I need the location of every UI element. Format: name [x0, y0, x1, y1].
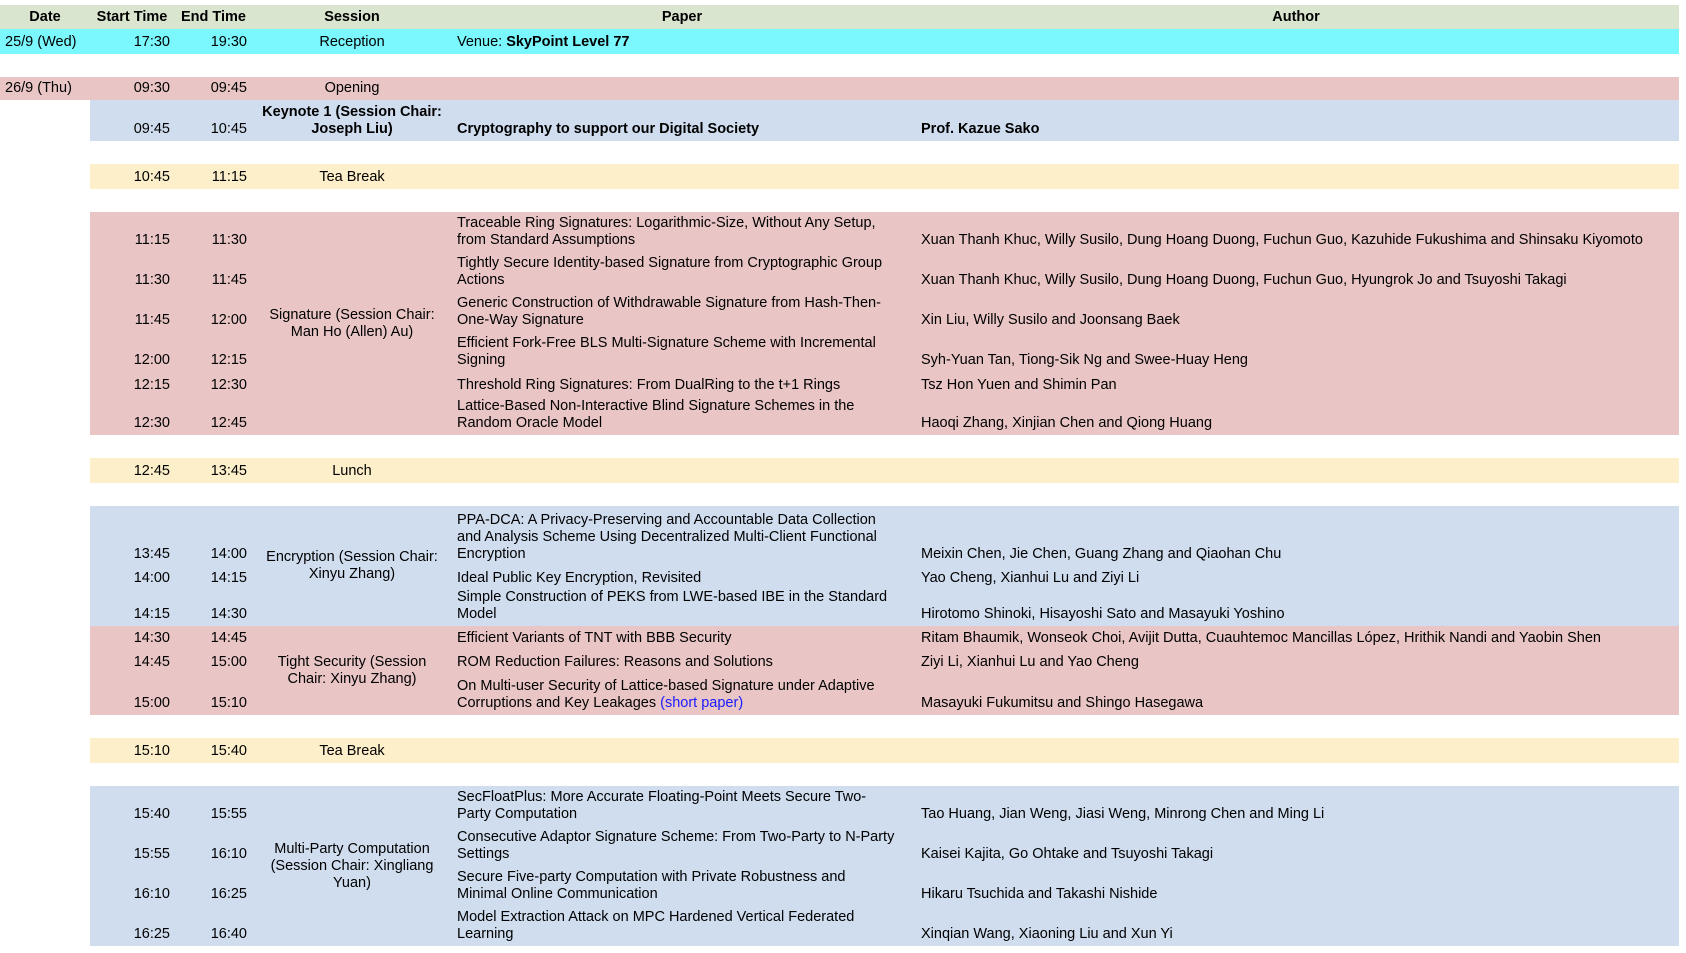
col-header-author: Author: [1272, 8, 1320, 25]
lunch-content: [0, 458, 1679, 483]
author-cell: Tsz Hon Yuen and Shimin Pan: [921, 377, 1117, 393]
session-cell: Tea Break: [319, 743, 385, 759]
col-header-end-time: End Time: [181, 8, 246, 25]
author-cell: Xuan Thanh Khuc, Willy Susilo, Dung Hoang Duong, Fuchun Guo, Kazuhide Fukushima and Shinsaku Kiyomoto: [921, 232, 1643, 248]
venue-label: Venue:: [457, 34, 507, 50]
paper-cell: PPA-DCA: A Privacy-Preserving and Accountable Data Collection and Analysis Scheme Using Decentralized Multi-Client Functional Encryption: [457, 512, 877, 562]
header-row: [0, 5, 1679, 29]
end-time-cell: 19:30: [210, 34, 247, 50]
talk-row: [0, 212, 1679, 252]
start-time-cell: 14:15: [133, 606, 170, 622]
author-cell: Xin Liu, Willy Susilo and Joonsang Baek: [921, 312, 1180, 328]
talk-row: [0, 372, 1679, 397]
author-cell: Yao Cheng, Xianhui Lu and Ziyi Li: [921, 570, 1140, 586]
talk-row: [0, 826, 1679, 866]
end-time-cell: 15:55: [210, 806, 247, 822]
author-cell: Hikaru Tsuchida and Takashi Nishide: [921, 886, 1158, 902]
short-paper-link[interactable]: (short paper): [660, 695, 744, 711]
tea-break-content: [0, 164, 1679, 189]
end-time-cell: 13:45: [210, 463, 247, 479]
keynote-content: [0, 100, 1679, 141]
end-time-cell: 10:45: [210, 121, 247, 137]
author-cell: Xinqian Wang, Xiaoning Liu and Xun Yi: [921, 926, 1173, 942]
start-time-cell: 09:30: [133, 80, 170, 96]
session-cell: Opening: [324, 80, 380, 96]
talk-row: [0, 252, 1679, 292]
paper-cell: Efficient Variants of TNT with BBB Security: [457, 630, 732, 646]
end-time-cell: 16:40: [210, 926, 247, 942]
start-time-cell: 09:45: [133, 121, 170, 137]
date-cell: 25/9 (Wed): [5, 34, 77, 50]
paper-title: On Multi-user Security of Lattice-based Signature under Adaptive Corruptions and Key Leakages: [457, 678, 875, 711]
start-time-cell: 17:30: [133, 34, 170, 50]
start-time-cell: 16:25: [133, 926, 170, 942]
author-cell: Xuan Thanh Khuc, Willy Susilo, Dung Hoang Duong, Fuchun Guo, Hyungrok Jo and Tsuyoshi Takagi: [921, 272, 1567, 288]
reception-row: [0, 29, 1679, 54]
start-time-cell: 15:00: [133, 695, 170, 711]
author-cell: Masayuki Fukumitsu and Shingo Hasegawa: [921, 695, 1204, 711]
start-time-cell: 11:30: [134, 272, 170, 288]
paper-cell: Simple Construction of PEKS from LWE-based IBE in the Standard Model: [457, 589, 888, 622]
talk-row: [0, 866, 1679, 906]
paper-cell: Efficient Fork-Free BLS Multi-Signature Scheme with Incremental Signing: [457, 335, 876, 368]
talk-row: [0, 566, 1679, 590]
talk-row: [0, 332, 1679, 372]
talk-row: [0, 506, 1679, 566]
talk-row: [0, 590, 1679, 626]
col-header-session: Session: [324, 8, 380, 25]
end-time-cell: 16:25: [210, 886, 247, 902]
talk-row: [0, 674, 1679, 715]
session-cell: Signature (Session Chair: Man Ho (Allen) Au): [269, 306, 435, 340]
session-cell: Multi-Party Computation (Session Chair: Xingliang Yuan): [270, 840, 434, 891]
session-cell: Tight Security (Session Chair: Xinyu Zhang): [277, 653, 427, 687]
end-time-cell: 14:45: [210, 630, 247, 646]
end-time-cell: 11:45: [211, 272, 247, 288]
end-time-cell: 15:10: [210, 695, 247, 711]
end-time-cell: 12:00: [210, 312, 247, 328]
start-time-cell: 16:10: [133, 886, 170, 902]
author-cell: Tao Huang, Jian Weng, Jiasi Weng, Minrong Chen and Ming Li: [921, 806, 1325, 822]
paper-cell: Tightly Secure Identity-based Signature from Cryptographic Group Actions: [457, 255, 883, 288]
start-time-cell: 11:45: [134, 312, 170, 328]
paper-cell: Ideal Public Key Encryption, Revisited: [457, 570, 702, 586]
author-cell: Prof. Kazue Sako: [921, 121, 1040, 137]
paper-cell: Threshold Ring Signatures: From DualRing to the t+1 Rings: [457, 377, 841, 393]
venue-name: SkyPoint Level 77: [506, 34, 630, 50]
paper-cell: Cryptography to support our Digital Society: [457, 121, 760, 137]
session-cell: Encryption (Session Chair: Xinyu Zhang): [266, 549, 438, 582]
end-time-cell: 16:10: [210, 846, 247, 862]
venue-cell: [451, 29, 913, 54]
start-time-cell: 15:55: [133, 846, 170, 862]
start-time-cell: 14:30: [133, 630, 170, 646]
session-cell: Tea Break: [319, 169, 385, 185]
talk-row: [0, 650, 1679, 674]
end-time-cell: 15:40: [210, 743, 247, 759]
start-time-cell: 12:00: [133, 352, 170, 368]
col-header-date: Date: [29, 8, 61, 25]
author-cell: Hirotomo Shinoki, Hisayoshi Sato and Masayuki Yoshino: [921, 606, 1285, 622]
author-cell: Ritam Bhaumik, Wonseok Choi, Avijit Dutta, Cuauhtemoc Mancillas López, Hrithik Nandi and Yaobin Shen: [921, 630, 1601, 646]
end-time-cell: 15:00: [210, 654, 247, 670]
session-cell: Keynote 1 (Session Chair: Joseph Liu): [262, 103, 442, 137]
start-time-cell: 12:30: [133, 415, 170, 431]
session-cell: Lunch: [332, 463, 372, 479]
paper-cell: [451, 674, 913, 715]
paper-cell: SecFloatPlus: More Accurate Floating-Point Meets Secure Two-Party Computation: [457, 789, 867, 822]
start-time-cell: 15:10: [133, 743, 170, 759]
end-time-cell: 12:30: [210, 377, 247, 393]
end-time-cell: 14:30: [210, 606, 247, 622]
end-time-cell: 12:15: [210, 352, 247, 368]
talk-row: [0, 292, 1679, 332]
end-time-cell: 11:15: [211, 169, 247, 185]
paper-cell: Secure Five-party Computation with Private Robustness and Minimal Online Communication: [457, 869, 846, 902]
paper-cell: Lattice-Based Non-Interactive Blind Signature Schemes in the Random Oracle Model: [457, 398, 855, 431]
paper-cell: ROM Reduction Failures: Reasons and Solutions: [457, 654, 773, 670]
paper-cell: Generic Construction of Withdrawable Signature from Hash-Then-One-Way Signature: [457, 295, 881, 328]
author-cell: Kaisei Kajita, Go Ohtake and Tsuyoshi Takagi: [921, 846, 1214, 862]
start-time-cell: 11:15: [134, 232, 170, 248]
end-time-cell: 14:00: [210, 546, 247, 562]
paper-cell: Traceable Ring Signatures: Logarithmic-Size, Without Any Setup, from Standard Assumptions: [457, 215, 876, 248]
start-time-cell: 10:45: [133, 169, 170, 185]
col-header-start-time: Start Time: [96, 8, 168, 25]
start-time-cell: 14:00: [133, 570, 170, 586]
talk-row: [0, 397, 1679, 435]
paper-cell: Model Extraction Attack on MPC Hardened Vertical Federated Learning: [457, 909, 855, 942]
start-time-cell: 14:45: [133, 654, 170, 670]
end-time-cell: 11:30: [211, 232, 247, 248]
start-time-cell: 13:45: [133, 546, 170, 562]
start-time-cell: 12:45: [133, 463, 170, 479]
start-time-cell: 15:40: [133, 806, 170, 822]
talk-row: [0, 626, 1679, 650]
tea-break-content: [0, 738, 1679, 763]
opening-row: [0, 77, 1679, 100]
paper-cell: Consecutive Adaptor Signature Scheme: From Two-Party to N-Party Settings: [457, 829, 895, 862]
end-time-cell: 14:15: [210, 570, 247, 586]
author-cell: Ziyi Li, Xianhui Lu and Yao Cheng: [921, 654, 1139, 670]
author-cell: Syh-Yuan Tan, Tiong-Sik Ng and Swee-Huay Heng: [921, 352, 1248, 368]
talk-row: [0, 786, 1679, 826]
date-cell: 26/9 (Thu): [5, 80, 72, 96]
author-cell: Meixin Chen, Jie Chen, Guang Zhang and Qiaohan Chu: [921, 546, 1282, 562]
author-cell: Haoqi Zhang, Xinjian Chen and Qiong Huang: [921, 415, 1213, 431]
session-cell: Reception: [319, 34, 385, 50]
start-time-cell: 12:15: [133, 377, 170, 393]
end-time-cell: 09:45: [210, 80, 247, 96]
col-header-paper: Paper: [661, 8, 703, 25]
talk-row: [0, 906, 1679, 946]
end-time-cell: 12:45: [210, 415, 247, 431]
